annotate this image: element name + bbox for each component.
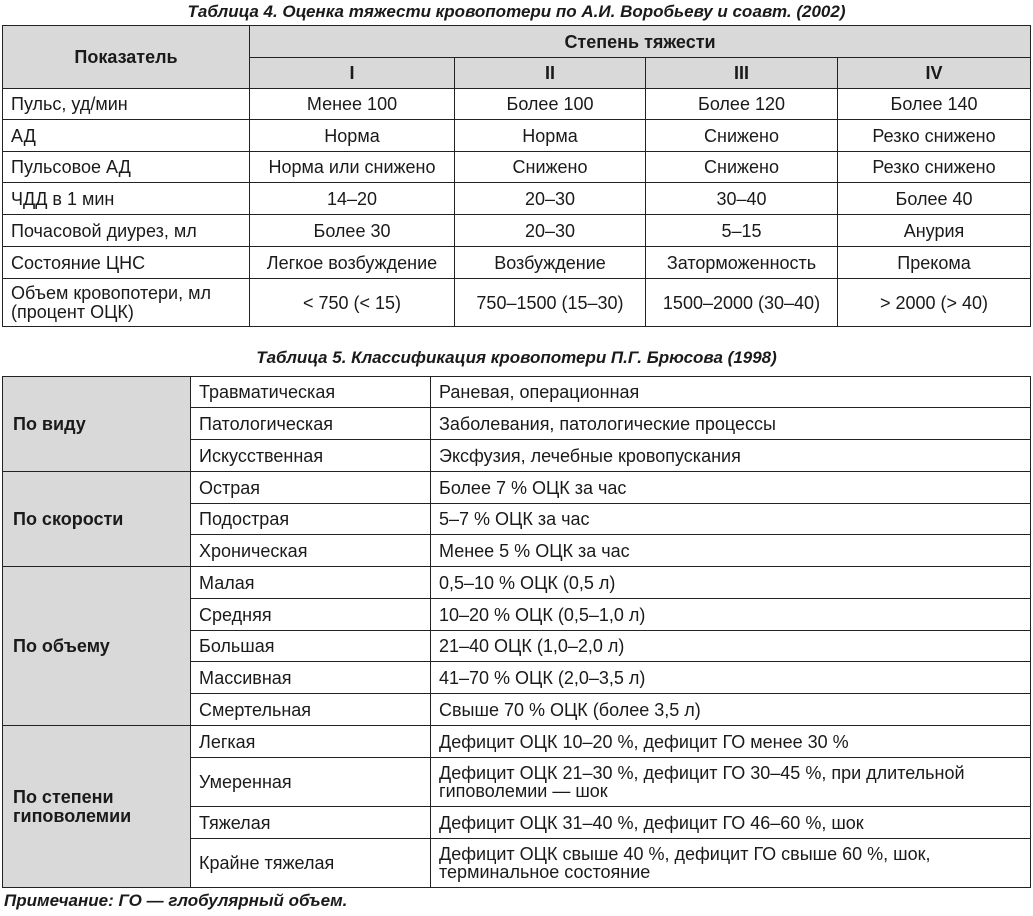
group-label: По степени гиповолемии	[3, 726, 191, 888]
blood-loss-classification-table	[2, 376, 1031, 888]
cell: Заторможенность	[646, 247, 838, 279]
desc-cell: Эксфузия, лечебные кровопускания	[431, 440, 1031, 472]
header-severity: Степень тяжести	[250, 26, 1031, 58]
table5-title: Таблица 5. Классификация кровопотери П.Г. Брюсова (1998)	[256, 348, 777, 367]
type-cell: Крайне тяжелая	[191, 839, 431, 888]
header-degree: I	[250, 58, 455, 89]
table-row	[3, 377, 1031, 408]
group-label: По скорости	[3, 472, 191, 567]
type-cell: Тяжелая	[191, 807, 431, 839]
type-cell: Легкая	[191, 726, 431, 758]
desc-cell: Свыше 70 % ОЦК (более 3,5 л)	[431, 694, 1031, 726]
type-cell: Искусственная	[191, 440, 431, 472]
cell: 750–1500 (15–30)	[455, 279, 646, 327]
row-label: АД	[3, 120, 250, 152]
cell: Резко снижено	[838, 152, 1031, 183]
desc-cell: 10–20 % ОЦК (0,5–1,0 л)	[431, 599, 1031, 631]
cell: Норма	[250, 120, 455, 152]
desc-cell: Раневая, операционная	[431, 377, 1031, 408]
header-degree: IV	[838, 58, 1031, 89]
desc-cell: Дефицит ОЦК 31–40 %, дефицит ГО 46–60 %, шок	[431, 807, 1031, 839]
row-label: Объем кровопотери, мл (процент ОЦК)	[3, 279, 250, 327]
footnote: Примечание: ГО — глобулярный объем.	[4, 891, 348, 910]
cell: Менее 100	[250, 89, 455, 120]
cell: Снижено	[455, 152, 646, 183]
blood-loss-severity-table	[2, 25, 1031, 327]
desc-cell: Дефицит ОЦК свыше 40 %, дефицит ГО свыше 60 %, шок, терминальное состояние	[431, 839, 1031, 888]
type-cell: Подострая	[191, 504, 431, 535]
cell: 14–20	[250, 183, 455, 215]
cell: Снижено	[646, 120, 838, 152]
cell: Более 100	[455, 89, 646, 120]
type-cell: Большая	[191, 631, 431, 662]
cell: Более 140	[838, 89, 1031, 120]
desc-cell: Дефицит ОЦК 10–20 %, дефицит ГО менее 30 %	[431, 726, 1031, 758]
group-label: По объему	[3, 567, 191, 726]
row-label: Пульс, уд/мин	[3, 89, 250, 120]
desc-cell: 41–70 % ОЦК (2,0–3,5 л)	[431, 662, 1031, 694]
row-label: Пульсовое АД	[3, 152, 250, 183]
type-cell: Патологическая	[191, 408, 431, 440]
row-label: ЧДД в 1 мин	[3, 183, 250, 215]
desc-cell: 21–40 ОЦК (1,0–2,0 л)	[431, 631, 1031, 662]
type-cell: Малая	[191, 567, 431, 599]
type-cell: Умеренная	[191, 758, 431, 807]
cell: Норма	[455, 120, 646, 152]
type-cell: Массивная	[191, 662, 431, 694]
cell: 30–40	[646, 183, 838, 215]
row-label: Состояние ЦНС	[3, 247, 250, 279]
table-row	[3, 89, 1031, 120]
cell: Прекома	[838, 247, 1031, 279]
cell: 20–30	[455, 215, 646, 247]
table4-title: Таблица 4. Оценка тяжести кровопотери по А.И. Воробьеву и соавт. (2002)	[187, 2, 846, 21]
cell: 1500–2000 (30–40)	[646, 279, 838, 327]
desc-cell: Заболевания, патологические процессы	[431, 408, 1031, 440]
cell: Возбуждение	[455, 247, 646, 279]
cell: Резко снижено	[838, 120, 1031, 152]
cell: Более 30	[250, 215, 455, 247]
table-row	[3, 279, 1031, 327]
cell: 5–15	[646, 215, 838, 247]
cell: Более 120	[646, 89, 838, 120]
desc-cell: 0,5–10 % ОЦК (0,5 л)	[431, 567, 1031, 599]
table-row	[3, 472, 1031, 504]
desc-cell: Более 7 % ОЦК за час	[431, 472, 1031, 504]
cell: Анурия	[838, 215, 1031, 247]
cell: > 2000 (> 40)	[838, 279, 1031, 327]
desc-cell: 5–7 % ОЦК за час	[431, 504, 1031, 535]
group-label: По виду	[3, 377, 191, 472]
type-cell: Смертельная	[191, 694, 431, 726]
row-label: Почасовой диурез, мл	[3, 215, 250, 247]
cell: Норма или снижено	[250, 152, 455, 183]
table-row	[3, 247, 1031, 279]
cell: 20–30	[455, 183, 646, 215]
header-indicator: Показатель	[3, 26, 250, 89]
table-row	[3, 152, 1031, 183]
table-row	[3, 567, 1031, 599]
cell: Более 40	[838, 183, 1031, 215]
header-degree: III	[646, 58, 838, 89]
header-degree: II	[455, 58, 646, 89]
type-cell: Хроническая	[191, 535, 431, 567]
cell: < 750 (< 15)	[250, 279, 455, 327]
type-cell: Острая	[191, 472, 431, 504]
table-row	[3, 726, 1031, 758]
type-cell: Средняя	[191, 599, 431, 631]
table-row	[3, 120, 1031, 152]
table-row	[3, 215, 1031, 247]
desc-cell: Менее 5 % ОЦК за час	[431, 535, 1031, 567]
type-cell: Травматическая	[191, 377, 431, 408]
cell: Снижено	[646, 152, 838, 183]
desc-cell: Дефицит ОЦК 21–30 %, дефицит ГО 30–45 %, при длительной гиповолемии — шок	[431, 758, 1031, 807]
cell: Легкое возбуждение	[250, 247, 455, 279]
table-row	[3, 183, 1031, 215]
